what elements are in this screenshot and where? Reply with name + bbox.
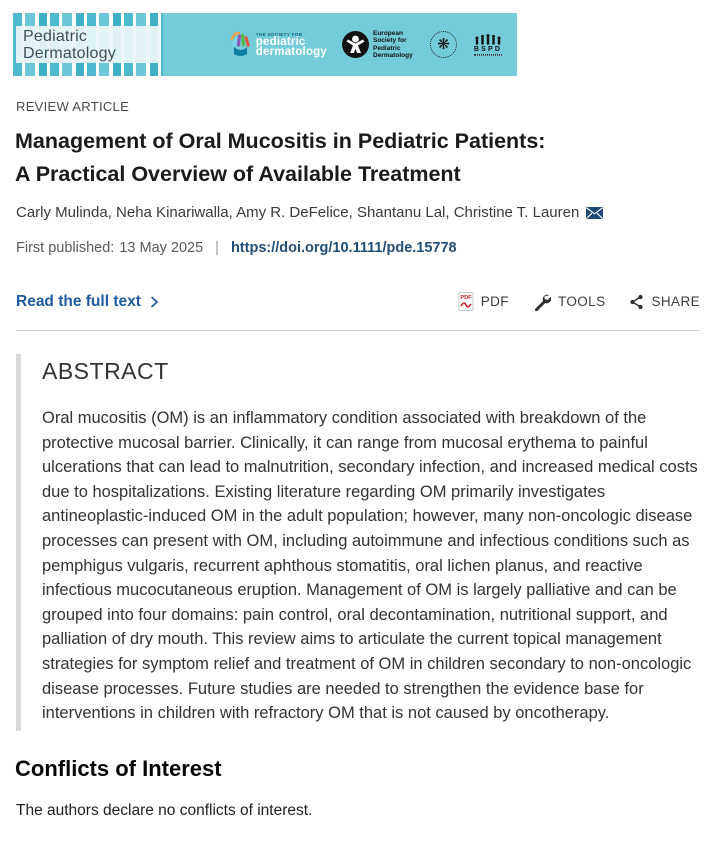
share-button[interactable] (629, 294, 700, 310)
journal-title-line1: Pediatric (23, 27, 88, 45)
read-full-text-link[interactable] (16, 293, 159, 311)
author-list (16, 204, 603, 221)
share-icon (629, 294, 644, 310)
pdf-icon (458, 292, 474, 311)
espd-line3: Pediatric (373, 44, 401, 52)
journal-banner (13, 13, 517, 76)
chevron-right-icon (150, 295, 159, 309)
spd-line2: dermatology (255, 46, 327, 58)
share-label: SHARE (651, 294, 700, 309)
espd-line1: European (373, 29, 403, 37)
conflicts-body: The authors declare no conflicts of interest. (16, 802, 313, 819)
horizontal-divider (16, 330, 700, 331)
published-date: 13 May 2025 (119, 240, 204, 256)
journal-title-line2: Dermatology (23, 44, 116, 62)
society-logos (163, 13, 517, 76)
abstract-heading: ABSTRACT (42, 358, 169, 384)
envelope-icon[interactable] (586, 207, 603, 219)
spd-logo-text (256, 32, 327, 58)
bspd-subtext-line (474, 54, 502, 56)
spd-line1: pediatric (255, 35, 306, 48)
action-row (16, 292, 700, 311)
spd-small-text: THE SOCIETY FOR (255, 31, 303, 37)
espd-logo-text (373, 30, 415, 60)
bspd-logo (472, 33, 504, 57)
spd-logo (229, 31, 327, 58)
article-title-line1: Management of Oral Mucositis in Pediatric Patients: (15, 129, 546, 153)
doi-link[interactable]: https://doi.org/10.1111/pde.15778 (230, 240, 457, 256)
journal-cover-art (13, 13, 163, 76)
flower-icon: ❋ (437, 36, 450, 53)
read-full-text-label: Read the full text (16, 292, 141, 310)
abstract-section (16, 354, 700, 731)
flower-society-logo (430, 31, 457, 58)
pdf-label: PDF (480, 294, 509, 309)
svg-text:PDF: PDF (460, 295, 472, 301)
article-category: REVIEW ARTICLE (16, 99, 130, 114)
tools-button[interactable] (533, 293, 606, 311)
article-title-line2: A Practical Overview of Available Treatment (15, 162, 461, 186)
wrench-icon (533, 293, 551, 311)
bspd-people-icon (473, 33, 503, 45)
espd-line2: Society for (373, 37, 407, 44)
espd-person-icon (342, 31, 369, 58)
separator: | (215, 240, 219, 256)
tools-label: TOOLS (557, 294, 606, 309)
toolbar (458, 292, 700, 311)
author-names[interactable]: Carly Mulinda, Neha Kinariwalla, Amy R. DeFelice, Shantanu Lal, Christine T. Lauren (16, 204, 580, 221)
conflicts-heading: Conflicts of Interest (15, 756, 222, 781)
published-label: First published: (16, 240, 115, 256)
espd-logo (342, 30, 415, 60)
spd-hand-icon (229, 31, 252, 58)
bspd-label: BSPD (473, 45, 503, 53)
publication-info (16, 240, 457, 256)
pdf-button[interactable] (458, 292, 509, 311)
journal-title (16, 26, 160, 63)
abstract-body: Oral mucositis (OM) is an inflammatory condition associated with breakdown of the protective mucosal barrier. Clinically, it can range from mucosal erythema to painful ulcerations that can lead to malnutrition, secondary infection, and increased medical costs due to hospitalizations. Existing literature regarding OM primarily investigates antineoplastic-induced OM in the adult population; however, many non-oncologic disease processes can present with OM, including autoimmune and infectious conditions such as pemphigus vulgaris, recurrent aphthous stomatitis, oral lichen planus, and reactive infectious mucocutaneous eruption. Management of OM is largely palliative and can be grouped into four domains: pain control, oral decontamination, nutritional support, and palliation of dry mouth. This review aims to articulate the current topical management strategies for symptom relief and treatment of OM in children secondary to non-oncologic disease processes. Future studies are needed to strengthen the evidence base for interventions in children with refractory OM that is not caused by oncotherapy. (42, 409, 698, 723)
article-title (15, 125, 545, 191)
espd-line4: Dermatology (373, 52, 413, 59)
